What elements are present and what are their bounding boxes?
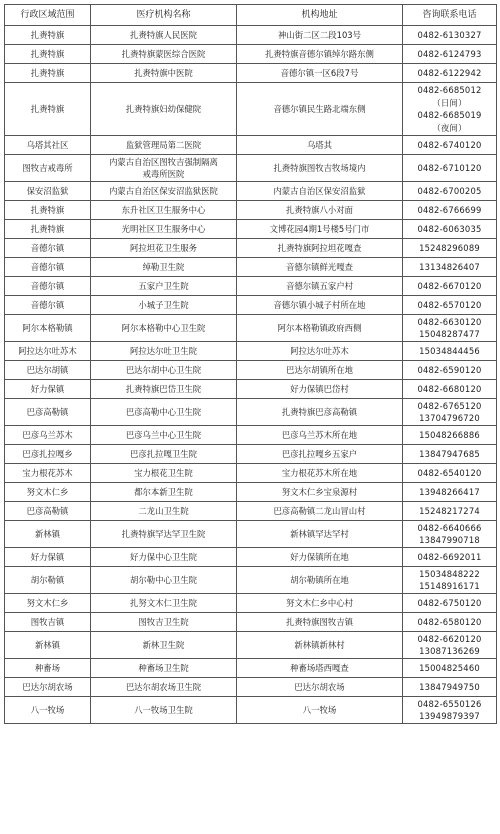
table-row (5, 45, 497, 64)
cell-phone (403, 315, 497, 342)
cell-phone-line: 15048266886 (419, 429, 480, 440)
cell-phone-line: 0482-6700205 (417, 185, 482, 196)
cell-address-line: 音德尔镇小城子村所在地 (273, 299, 366, 310)
cell-region: 努文木仁乡 (5, 594, 91, 613)
table-row (5, 296, 497, 315)
cell-institution-name-line: 好力保中心卫生院 (130, 551, 197, 562)
cell-phone-line: 13949879397 (419, 711, 480, 721)
cell-region: 八一牧场 (5, 697, 91, 724)
table-row (5, 426, 497, 445)
cell-address-line: 巴彦扎拉嘎乡五家户 (281, 448, 358, 459)
table-row (5, 136, 497, 155)
cell-phone-line: 13087136269 (419, 646, 480, 656)
cell-region: 扎赉特旗 (5, 201, 91, 220)
cell-address-line: 音德尔镇鲜光嘎查 (286, 261, 353, 272)
cell-address-line: 新林镇新林村 (294, 639, 345, 650)
cell-region: 音德尔镇 (5, 239, 91, 258)
cell-phone-line: 0482-6680120 (417, 383, 482, 394)
cell-institution-name-line: 内蒙古自治区保安沼监狱医院 (109, 185, 218, 196)
cell-address (237, 548, 403, 567)
cell-institution-name (91, 277, 237, 296)
cell-address-line: 宝力根花苏木所在地 (281, 467, 358, 478)
cell-phone (403, 26, 497, 45)
cell-region: 巴达尔胡农场 (5, 678, 91, 697)
cell-institution-name (91, 399, 237, 426)
cell-institution-name (91, 697, 237, 724)
cell-phone-line: 0482-6580120 (417, 616, 482, 627)
header-region: 行政区域范围 (5, 5, 91, 26)
cell-institution-name-line: 内蒙古自治区图牧吉强制隔离 (109, 156, 218, 167)
cell-address (237, 361, 403, 380)
cell-address (237, 594, 403, 613)
cell-institution-name-line: 扎赉特旗蒙医综合医院 (121, 48, 206, 59)
cell-region: 好力保镇 (5, 380, 91, 399)
cell-phone (403, 361, 497, 380)
cell-address (237, 380, 403, 399)
cell-phone-line: 0482-6765120 (417, 400, 482, 411)
cell-institution-name-line: 巴达尔胡农场卫生院 (125, 681, 202, 692)
table-row (5, 659, 497, 678)
cell-region: 新林镇 (5, 521, 91, 548)
cell-address-line: 阿尔本格勒镇政府西侧 (277, 322, 362, 333)
cell-phone-line: 0482-6692011 (417, 551, 482, 562)
cell-institution-name-line: 新林卫生院 (142, 639, 185, 650)
cell-address (237, 201, 403, 220)
cell-phone-line: 0482-6550126 (417, 698, 482, 709)
table-row (5, 182, 497, 201)
cell-institution-name-line: 监狱管理局第二医院 (125, 139, 202, 150)
cell-phone-line: 0482-6630120 (417, 316, 482, 327)
cell-phone (403, 201, 497, 220)
table-row (5, 315, 497, 342)
cell-institution-name-line: 扎赉特旗妇幼保健院 (125, 103, 202, 114)
cell-institution-name (91, 201, 237, 220)
cell-address-line: 努文木仁乡中心村 (286, 597, 353, 608)
cell-phone-line: 13847990718 (419, 535, 480, 545)
cell-institution-name-line: 扎赉特旗人民医院 (130, 29, 197, 40)
cell-institution-name (91, 464, 237, 483)
cell-phone (403, 659, 497, 678)
cell-phone (403, 594, 497, 613)
cell-institution-name-line: 光明社区卫生服务中心 (121, 223, 206, 234)
cell-phone (403, 239, 497, 258)
cell-phone-line: （日间） (432, 97, 467, 108)
cell-institution-name (91, 136, 237, 155)
cell-phone (403, 426, 497, 445)
cell-phone (403, 155, 497, 182)
cell-institution-name-line: 八一牧场卫生院 (134, 704, 193, 715)
cell-phone (403, 678, 497, 697)
cell-phone-line: 0482-6710120 (417, 162, 482, 173)
cell-phone (403, 502, 497, 521)
cell-institution-name (91, 342, 237, 361)
cell-phone (403, 64, 497, 83)
cell-address-line: 乌塔其 (306, 139, 333, 150)
cell-phone-line: 0482-6750120 (417, 597, 482, 608)
table-row (5, 678, 497, 697)
cell-address (237, 182, 403, 201)
cell-institution-name (91, 521, 237, 548)
cell-address (237, 64, 403, 83)
cell-phone (403, 697, 497, 724)
table-row (5, 83, 497, 136)
cell-address (237, 521, 403, 548)
cell-institution-name (91, 182, 237, 201)
cell-address (237, 258, 403, 277)
cell-phone-line: （夜间） (432, 122, 467, 133)
table-row (5, 399, 497, 426)
cell-institution-name-line: 小城子卫生院 (138, 299, 189, 310)
cell-institution-name (91, 567, 237, 594)
cell-phone-line: 0482-6685019 (417, 110, 482, 120)
cell-address-line: 音德尔镇民生路北端东侧 (273, 103, 366, 114)
cell-phone-line: 0482-6640666 (417, 522, 482, 533)
cell-phone (403, 632, 497, 659)
cell-address-line: 扎赉特旗阿拉坦花嘎查 (277, 242, 362, 253)
cell-institution-name (91, 258, 237, 277)
table-row (5, 464, 497, 483)
cell-institution-name-line: 巴彦扎拉嘎卫生院 (130, 448, 197, 459)
cell-institution-name (91, 678, 237, 697)
cell-address-line: 扎赉特旗巴彦高勒镇 (281, 406, 358, 417)
cell-institution-name-line: 图牧吉卫生院 (138, 616, 189, 627)
cell-phone-line: 0482-6590120 (417, 364, 482, 375)
cell-phone-line: 0482-6130327 (417, 29, 482, 40)
cell-institution-name-line: 宝力根花卫生院 (134, 467, 193, 478)
cell-region: 巴彦高勒镇 (5, 399, 91, 426)
cell-institution-name-line: 二龙山卫生院 (138, 505, 189, 516)
cell-address-line: 音德尔镇五家户村 (286, 280, 353, 291)
cell-phone-line: 13704796720 (419, 413, 480, 423)
cell-institution-name (91, 296, 237, 315)
cell-address-line: 巴彦乌兰苏木所在地 (281, 429, 358, 440)
cell-address-line: 好力保镇巴岱村 (290, 383, 349, 394)
cell-address (237, 136, 403, 155)
cell-address-line: 扎赉特旗图牧吉牧场境内 (273, 162, 366, 173)
table-row (5, 521, 497, 548)
cell-address (237, 697, 403, 724)
table-header-row (5, 5, 497, 26)
cell-institution-name-line: 五家户卫生院 (138, 280, 189, 291)
cell-phone-line: 0482-6570120 (417, 299, 482, 310)
cell-region: 扎赉特旗 (5, 64, 91, 83)
table-body (5, 26, 497, 724)
cell-address-line: 巴彦高勒镇二龙山冒山村 (273, 505, 366, 516)
cell-address (237, 277, 403, 296)
cell-institution-name-line: 阿尔本格勒中心卫生院 (121, 322, 206, 333)
cell-region: 巴彦乌兰苏木 (5, 426, 91, 445)
cell-phone (403, 182, 497, 201)
table-row (5, 483, 497, 502)
cell-institution-name (91, 361, 237, 380)
table-row (5, 277, 497, 296)
cell-address (237, 659, 403, 678)
cell-phone (403, 258, 497, 277)
cell-phone (403, 45, 497, 64)
table-row (5, 697, 497, 724)
cell-institution-name-line: 种畜场卫生院 (138, 662, 189, 673)
cell-region: 种畜场 (5, 659, 91, 678)
cell-institution-name (91, 502, 237, 521)
cell-address-line: 巴达尔胡农场 (294, 681, 345, 692)
cell-address (237, 678, 403, 697)
cell-address (237, 483, 403, 502)
cell-region: 阿尔本格勒镇 (5, 315, 91, 342)
cell-address (237, 45, 403, 64)
cell-phone-line: 15148916171 (419, 581, 480, 591)
cell-institution-name (91, 594, 237, 613)
cell-phone (403, 83, 497, 136)
cell-institution-name-line: 扎努文木仁卫生院 (130, 597, 197, 608)
cell-phone-line: 13847949750 (419, 681, 480, 692)
table-row (5, 155, 497, 182)
cell-institution-name-line: 巴彦高勒中心卫生院 (125, 406, 202, 417)
cell-phone (403, 136, 497, 155)
cell-address (237, 464, 403, 483)
table-row (5, 220, 497, 239)
cell-institution-name (91, 659, 237, 678)
table-row (5, 594, 497, 613)
cell-institution-name (91, 220, 237, 239)
cell-address-line: 文博花园4期1号楼5号门市 (269, 223, 370, 234)
cell-phone-line: 0482-6540120 (417, 467, 482, 478)
cell-institution-name-line: 巴达尔胡中心卫生院 (125, 364, 202, 375)
cell-region: 宝力根花苏木 (5, 464, 91, 483)
cell-phone-line: 15048287477 (419, 329, 480, 339)
table-row (5, 567, 497, 594)
table-row (5, 239, 497, 258)
cell-address-line: 八一牧场 (302, 704, 337, 715)
cell-address-line: 神山街二区二段103号 (278, 29, 361, 40)
cell-phone (403, 342, 497, 361)
cell-phone (403, 548, 497, 567)
table-row (5, 380, 497, 399)
cell-address (237, 83, 403, 136)
cell-address-line: 好力保镇所在地 (290, 551, 349, 562)
cell-phone-line: 15248217274 (419, 505, 480, 516)
cell-phone-line: 0482-6122942 (417, 67, 482, 78)
cell-address (237, 239, 403, 258)
cell-phone (403, 296, 497, 315)
cell-address (237, 502, 403, 521)
medical-institutions-table (4, 4, 497, 724)
cell-institution-name (91, 45, 237, 64)
cell-phone (403, 399, 497, 426)
cell-address (237, 220, 403, 239)
cell-institution-name (91, 613, 237, 632)
cell-institution-name-line: 胡尔勒中心卫生院 (130, 574, 197, 585)
cell-institution-name-line: 阿拉达尔吐卫生院 (130, 345, 197, 356)
cell-region: 巴彦高勒镇 (5, 502, 91, 521)
cell-address (237, 399, 403, 426)
table-row (5, 64, 497, 83)
cell-address (237, 613, 403, 632)
cell-institution-name (91, 239, 237, 258)
cell-institution-name-line: 扎赉特旗巴岱卫生院 (125, 383, 202, 394)
cell-address (237, 426, 403, 445)
header-institution-name: 医疗机构名称 (91, 5, 237, 26)
cell-address-line: 阿拉达尔吐苏木 (290, 345, 349, 356)
cell-institution-name (91, 83, 237, 136)
cell-region: 巴彦扎拉嘎乡 (5, 445, 91, 464)
cell-address (237, 445, 403, 464)
cell-address (237, 26, 403, 45)
cell-region: 好力保镇 (5, 548, 91, 567)
cell-region: 新林镇 (5, 632, 91, 659)
cell-phone-line: 0482-6620120 (417, 633, 482, 644)
cell-institution-name (91, 380, 237, 399)
cell-institution-name-line: 戒毒所医院 (142, 169, 185, 179)
cell-region: 图牧吉镇 (5, 613, 91, 632)
cell-phone-line: 13847947685 (419, 448, 480, 459)
cell-address (237, 155, 403, 182)
cell-institution-name (91, 26, 237, 45)
cell-region: 扎赉特旗 (5, 45, 91, 64)
cell-institution-name-line: 扎赉特旗中医院 (134, 67, 193, 78)
cell-institution-name-line: 阿拉坦花卫生服务 (130, 242, 197, 253)
cell-region: 扎赉特旗 (5, 26, 91, 45)
cell-institution-name (91, 483, 237, 502)
cell-phone-line: 13134826407 (419, 261, 480, 272)
cell-address-line: 内蒙古自治区保安沼监狱 (273, 185, 366, 196)
cell-address (237, 315, 403, 342)
cell-region: 扎赉特旗 (5, 83, 91, 136)
cell-address-line: 音德尔镇一区6段7号 (280, 67, 359, 78)
cell-institution-name-line: 扎赉特旗罕达罕卫生院 (121, 528, 206, 539)
cell-phone (403, 567, 497, 594)
cell-phone (403, 464, 497, 483)
cell-institution-name (91, 64, 237, 83)
table-row (5, 258, 497, 277)
cell-phone-line: 0482-6063035 (417, 223, 482, 234)
cell-address (237, 342, 403, 361)
cell-institution-name-line: 巴彦乌兰中心卫生院 (125, 429, 202, 440)
cell-address-line: 努文木仁乡宝泉源村 (281, 486, 358, 497)
cell-phone (403, 483, 497, 502)
table-row (5, 502, 497, 521)
cell-phone-line: 15248296089 (419, 242, 480, 253)
cell-phone (403, 521, 497, 548)
table-row (5, 26, 497, 45)
cell-address-line: 扎赉特旗音德尔镇绰尔路东侧 (265, 48, 374, 59)
cell-address-line: 新林镇罕达罕村 (290, 528, 349, 539)
cell-address-line: 种畜场塔西嘎查 (290, 662, 349, 673)
table-row (5, 361, 497, 380)
cell-phone-line: 0482-6740120 (417, 139, 482, 150)
cell-phone-line: 0482-6766699 (417, 204, 482, 215)
table-row (5, 201, 497, 220)
cell-region: 图牧吉戒毒所 (5, 155, 91, 182)
table-row (5, 445, 497, 464)
header-address: 机构地址 (237, 5, 403, 26)
cell-address-line: 巴达尔胡镇所在地 (286, 364, 353, 375)
cell-phone-line: 0482-6685012 (417, 85, 482, 95)
cell-institution-name (91, 445, 237, 464)
cell-phone (403, 277, 497, 296)
cell-phone (403, 613, 497, 632)
cell-address (237, 632, 403, 659)
table-row (5, 342, 497, 361)
cell-region: 阿拉达尔吐苏木 (5, 342, 91, 361)
cell-institution-name-line: 绰勒卫生院 (142, 261, 185, 272)
cell-region: 音德尔镇 (5, 277, 91, 296)
cell-region: 胡尔勒镇 (5, 567, 91, 594)
cell-region: 保安沼监狱 (5, 182, 91, 201)
cell-institution-name-line: 东升社区卫生服务中心 (121, 204, 206, 215)
cell-phone (403, 220, 497, 239)
cell-region: 努文木仁乡 (5, 483, 91, 502)
cell-region: 扎赉特旗 (5, 220, 91, 239)
cell-phone-line: 15034844456 (419, 345, 480, 356)
cell-phone-line: 15004825460 (419, 662, 480, 673)
cell-phone (403, 380, 497, 399)
cell-institution-name (91, 548, 237, 567)
cell-phone (403, 445, 497, 464)
cell-phone-line: 0482-6124793 (417, 48, 482, 59)
table-row (5, 548, 497, 567)
header-phone: 咨询联系电话 (403, 5, 497, 26)
cell-institution-name-line: 都尔本新卫生院 (134, 486, 193, 497)
table-row (5, 632, 497, 659)
cell-address-line: 扎赉特旗八小对面 (286, 204, 353, 215)
cell-address (237, 567, 403, 594)
cell-region: 音德尔镇 (5, 258, 91, 277)
table-row (5, 613, 497, 632)
cell-phone-line: 13948266417 (419, 486, 480, 497)
cell-region: 巴达尔胡镇 (5, 361, 91, 380)
cell-region: 音德尔镇 (5, 296, 91, 315)
cell-address-line: 胡尔勒镇所在地 (290, 574, 349, 585)
cell-address-line: 扎赉特旗图牧吉镇 (286, 616, 353, 627)
cell-address (237, 296, 403, 315)
cell-institution-name (91, 426, 237, 445)
cell-institution-name (91, 315, 237, 342)
cell-institution-name (91, 632, 237, 659)
cell-region: 乌塔其社区 (5, 136, 91, 155)
cell-phone-line: 0482-6670120 (417, 280, 482, 291)
cell-institution-name (91, 155, 237, 182)
cell-phone-line: 15034848222 (419, 568, 480, 579)
